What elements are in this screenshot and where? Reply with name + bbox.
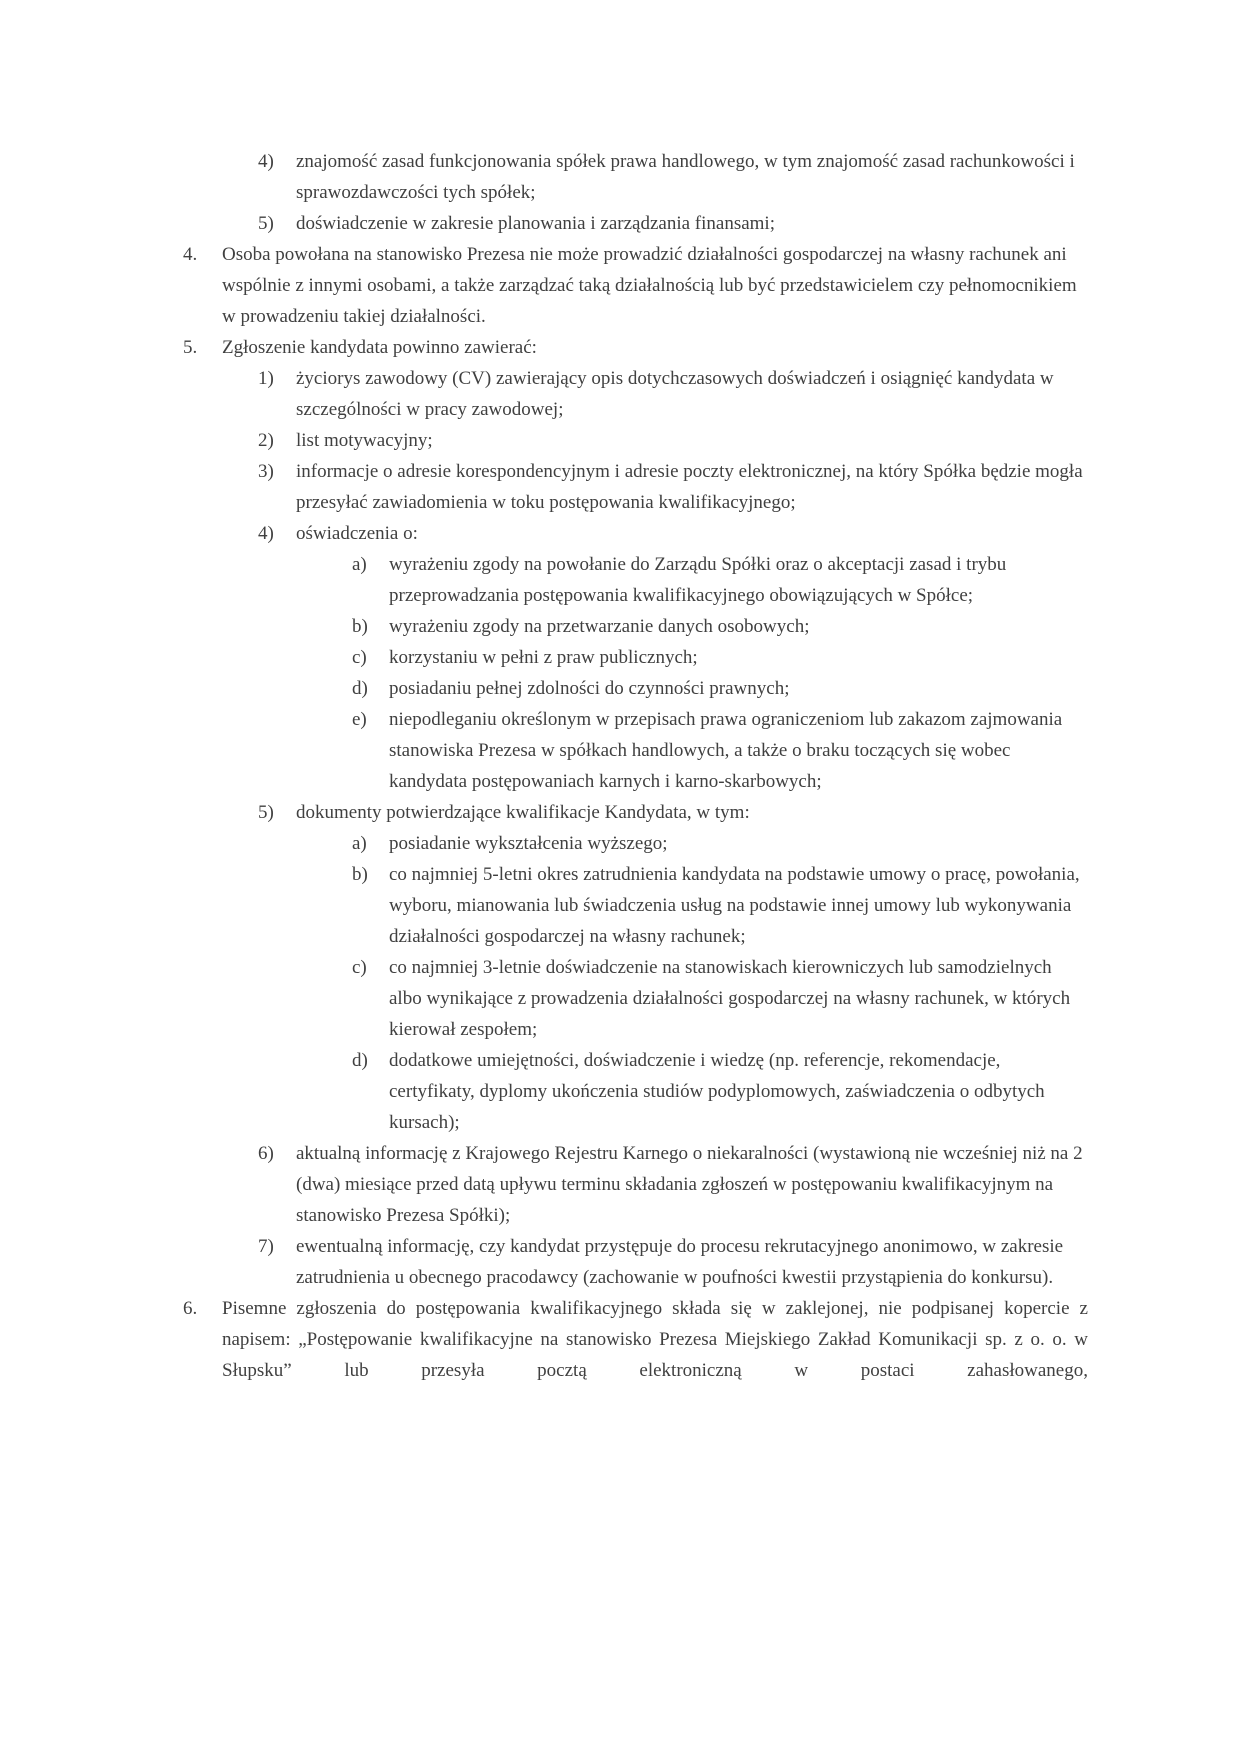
list-item-level-1 xyxy=(0,239,1088,332)
list-item-level-2 xyxy=(0,1138,1088,1231)
list-item-text: korzystaniu w pełni z praw publicznych; xyxy=(389,647,698,668)
list-item-text: posiadaniu pełnej zdolności do czynności prawnych; xyxy=(389,678,790,699)
list-item-level-3 xyxy=(0,549,1088,611)
list-marker: 6) xyxy=(258,1143,274,1164)
list-marker: 4) xyxy=(258,523,274,544)
list-item-text: Pisemne zgłoszenia do postępowania kwalifikacyjnego składa się w zaklejonej, nie podpisanej kopercie z napisem: „Postępowanie kwalifikacyjne na stanowisko Prezesa Miejskiego Zakład Komunikacji sp. z o. o. w Słupsku” lub przesyła pocztą elektroniczną w postaci zahasłowanego, xyxy=(222,1298,1088,1381)
list-item-level-3 xyxy=(0,642,1088,673)
list-item-text: Osoba powołana na stanowisko Prezesa nie może prowadzić działalności gospodarczej na własny rachunek ani wspólnie z innymi osobami, a także zarządzać taką działalnością lub być przedstawicielem czy pełnomocnikiem w prowadzeniu takiej działalności. xyxy=(222,244,1077,327)
list-marker: 1) xyxy=(258,368,274,389)
list-item-level-2 xyxy=(0,425,1088,456)
list-item-text: wyrażeniu zgody na powołanie do Zarządu Spółki oraz o akceptacji zasad i trybu przeprowadzania postępowania kwalifikacyjnego obowiązujących w Spółce; xyxy=(389,554,1007,606)
list-item-level-3 xyxy=(0,704,1088,797)
list-item-text: aktualną informację z Krajowego Rejestru Karnego o niekaralności (wystawioną nie wcześniej niż na 2 (dwa) miesiące przed datą upływu terminu składania zgłoszeń w postępowaniu kwalifikacyjnym na stanowisko Prezesa Spółki); xyxy=(296,1143,1083,1226)
list-marker: b) xyxy=(352,616,368,637)
list-item-level-1 xyxy=(0,1293,1088,1386)
list-item-text: wyrażeniu zgody na przetwarzanie danych osobowych; xyxy=(389,616,810,637)
document-page xyxy=(0,146,1240,1386)
list-item-text: posiadanie wykształcenia wyższego; xyxy=(389,833,668,854)
list-item-text: oświadczenia o: xyxy=(296,523,418,544)
list-item-text: informacje o adresie korespondencyjnym i adresie poczty elektronicznej, na który Spółka będzie mogła przesyłać zawiadomienia w toku postępowania kwalifikacyjnego; xyxy=(296,461,1083,513)
list-item-level-2 xyxy=(0,363,1088,425)
list-item-text: dodatkowe umiejętności, doświadczenie i wiedzę (np. referencje, rekomendacje, certyfikaty, dyplomy ukończenia studiów podyplomowych, zaświadczenia o odbytych kursach); xyxy=(389,1050,1045,1133)
list-item-text: co najmniej 3-letnie doświadczenie na stanowiskach kierowniczych lub samodzielnych albo wynikające z prowadzenia działalności gospodarczej na własny rachunek, w których kierował zespołem; xyxy=(389,957,1071,1040)
list-item-text: doświadczenie w zakresie planowania i zarządzania finansami; xyxy=(296,213,775,234)
list-marker: 5) xyxy=(258,213,274,234)
list-item-text: znajomość zasad funkcjonowania spółek prawa handlowego, w tym znajomość zasad rachunkowości i sprawozdawczości tych spółek; xyxy=(296,151,1075,203)
list-marker: d) xyxy=(352,678,368,699)
list-item-level-3 xyxy=(0,1045,1088,1138)
list-item-level-3 xyxy=(0,828,1088,859)
list-item-level-2 xyxy=(0,146,1088,208)
list-marker: 2) xyxy=(258,430,274,451)
list-item-text: życiorys zawodowy (CV) zawierający opis dotychczasowych doświadczeń i osiągnięć kandydata w szczególności w pracy zawodowej; xyxy=(296,368,1054,420)
list-item-level-3 xyxy=(0,952,1088,1045)
list-item-text: co najmniej 5-letni okres zatrudnienia kandydata na podstawie umowy o pracę, powołania, wyboru, mianowania lub świadczenia usług na podstawie innej umowy lub wykonywania działalności gospodarczej na własny rachunek; xyxy=(389,864,1080,947)
list-marker: 4. xyxy=(183,244,198,265)
list-item-text: list motywacyjny; xyxy=(296,430,433,451)
list-item-text: niepodleganiu określonym w przepisach prawa ograniczeniom lub zakazom zajmowania stanowiska Prezesa w spółkach handlowych, a także o braku toczących się wobec kandydata postępowaniach karnych i karno-skarbowych; xyxy=(389,709,1063,792)
list-item-level-2 xyxy=(0,518,1088,549)
list-marker: c) xyxy=(352,647,367,668)
list-item-text: ewentualną informację, czy kandydat przystępuje do procesu rekrutacyjnego anonimowo, w zakresie zatrudnienia u obecnego pracodawcy (zachowanie w poufności kwestii przystąpienia do konkursu). xyxy=(296,1236,1064,1288)
list-item-level-2 xyxy=(0,208,1088,239)
list-marker: 4) xyxy=(258,151,274,172)
list-marker: c) xyxy=(352,957,367,978)
list-item-level-3 xyxy=(0,611,1088,642)
list-item-level-2 xyxy=(0,1231,1088,1293)
list-marker: b) xyxy=(352,864,368,885)
list-marker: a) xyxy=(352,833,367,854)
list-item-level-3 xyxy=(0,859,1088,952)
list-marker: d) xyxy=(352,1050,368,1071)
list-marker: 3) xyxy=(258,461,274,482)
list-item-level-3 xyxy=(0,673,1088,704)
list-marker: a) xyxy=(352,554,367,575)
list-item-text: dokumenty potwierdzające kwalifikacje Kandydata, w tym: xyxy=(296,802,750,823)
list-marker: 5) xyxy=(258,802,274,823)
list-marker: e) xyxy=(352,709,367,730)
list-item-level-2 xyxy=(0,797,1088,828)
list-item-level-1 xyxy=(0,332,1088,363)
list-marker: 7) xyxy=(258,1236,274,1257)
list-marker: 6. xyxy=(183,1298,198,1319)
list-marker: 5. xyxy=(183,337,198,358)
list-item-level-2 xyxy=(0,456,1088,518)
list-item-text: Zgłoszenie kandydata powinno zawierać: xyxy=(222,337,537,358)
